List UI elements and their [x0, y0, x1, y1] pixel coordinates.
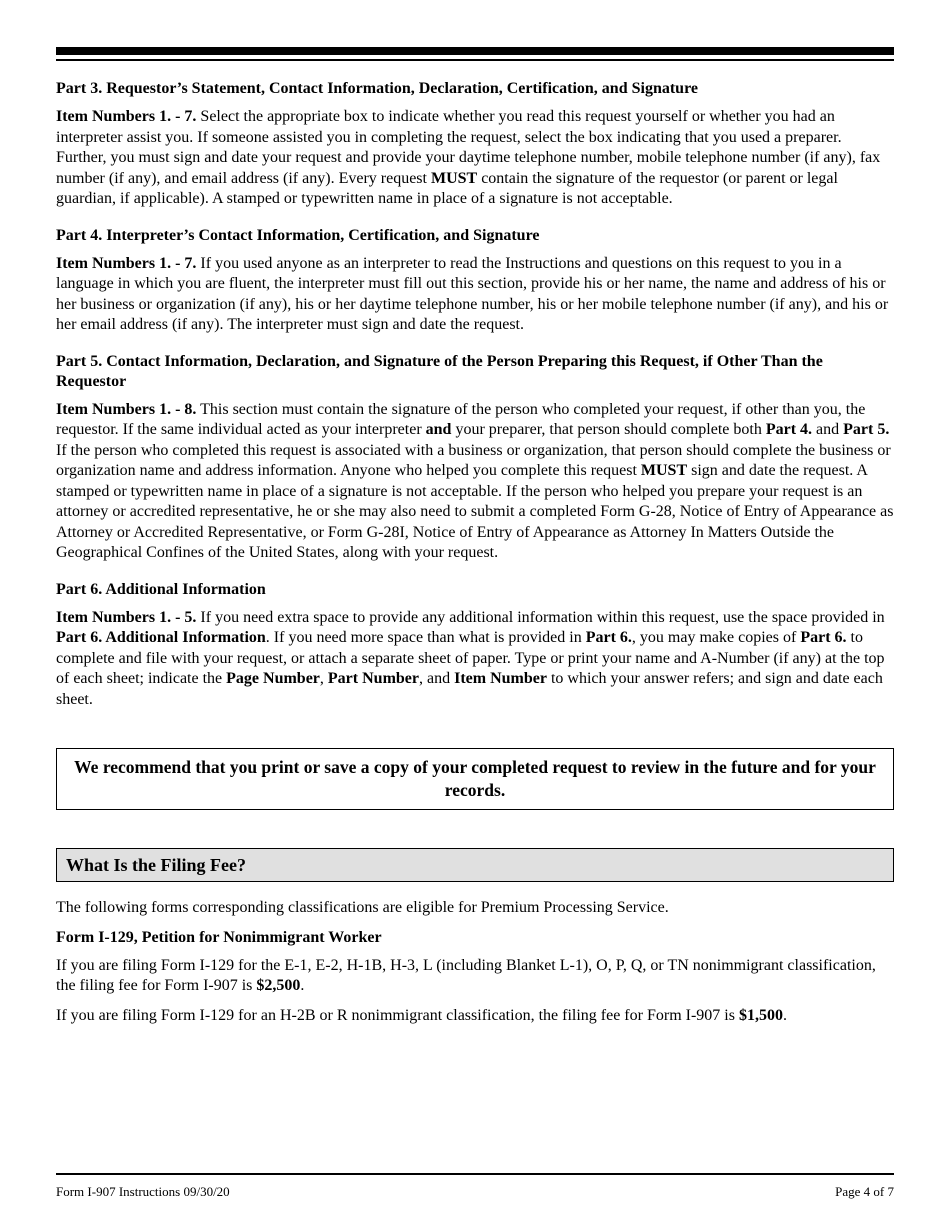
- part4-heading: Part 4. Interpreter’s Contact Information, Certification, and Signature: [56, 226, 540, 244]
- fee-amount-2: $1,500: [738, 1006, 783, 1024]
- part6-paragraph: Item Numbers 1. - 5. If you need extra space to provide any additional information within this request, use the space provided in Part 6. Additional Information. If you need more space than what is provided in Part 6., you may make copies of Part 6. to complete and file with your request, or attach a separate sheet of paper. Type or print your name and A-Number (if any) at the top of each sheet; indicate the Page Number, Part Number, and Item Number to which your answer refers; and sign and date each sheet.: [56, 608, 885, 708]
- part4-paragraph: Item Numbers 1. - 7. If you used anyone as an interpreter to read the Instructions and questions on this request to you in a language in which you are fluent, the interpreter must fill out this section, provide his or her name, the name and address of his or her business or organization (if any), his or her daytime telephone number, his or her mobile telephone number (if any), and his or her email address (if any). The interpreter must sign and date the request.: [56, 254, 889, 333]
- part6-heading: Part 6. Additional Information: [56, 580, 266, 598]
- footer-rule: [56, 1173, 894, 1175]
- fee-paragraph-2: If you are filing Form I-129 for an H-2B or R nonimmigrant classification, the filing fee for Form I-907 is $1,500.: [56, 1006, 787, 1024]
- top-rule-thick: [56, 47, 894, 55]
- filing-fee-intro: The following forms corresponding classifications are eligible for Premium Processing Service.: [56, 899, 669, 916]
- part5-paragraph: Item Numbers 1. - 8. This section must contain the signature of the person who completed your request, if other than you, the requestor. If the same individual acted as your interpreter and your preparer, that person should complete both Part 4. and Part 5. If the person who completed this request is associated with a business or organization, that person should complete the business or organization name and address information. Anyone who helped you complete this request MUST sign and date the request. A stamped or typewritten name in place of a signature is not acceptable. If the person who helped you prepare your request is an attorney or accredited representative, he or she may also need to submit a completed Form G-28, Notice of Entry of Appearance as Attorney or Accredited Representative, or Form G-28I, Notice of Entry of Appearance as Attorney In Matters Outside the Geographical Confines of the United States, along with your request.: [56, 400, 894, 561]
- part3-paragraph: Item Numbers 1. - 7. Select the appropriate box to indicate whether you read this request yourself or whether you had an interpreter assist you. If someone assisted you in completing the request, select the box indicating that you used a preparer. Further, you must sign and date your request and provide your daytime telephone number, mobile telephone number (if any), fax number (if any), and email address (if any). Every request MUST contain the signature of the requestor (or parent or legal guardian, if applicable). A stamped or typewritten name in place of a signature is not acceptable.: [56, 108, 881, 207]
- part3-heading: Part 3. Requestor’s Statement, Contact Information, Declaration, Certification, and Signature: [56, 80, 698, 97]
- recommendation-callout: We recommend that you print or save a copy of your completed request to review in the future and for your records.: [56, 748, 894, 810]
- footer-page-number: Page 4 of 7: [835, 1184, 894, 1199]
- part4-item-label: Item Numbers 1. - 7.: [56, 254, 197, 272]
- fee-amount-1: $2,500: [256, 977, 301, 994]
- part3-item-label: Item Numbers 1. - 7.: [56, 108, 197, 125]
- top-rule-thin: [56, 59, 894, 61]
- fee-paragraph-1: If you are filing Form I-129 for the E-1, E-2, H-1B, H-3, L (including Blanket L-1), O, P, Q, or TN nonimmigrant classification, the filing fee for Form I-907 is $2,500.: [56, 956, 876, 994]
- part5-item-label: Item Numbers 1. - 8.: [56, 400, 197, 418]
- footer-form-id: Form I-907 Instructions 09/30/20: [56, 1184, 230, 1199]
- part5-heading: Part 5. Contact Information, Declaration, and Signature of the Person Preparing this Request, if Other Than the Requestor: [56, 352, 823, 390]
- filing-fee-heading: What Is the Filing Fee?: [56, 848, 894, 882]
- part6-item-label: Item Numbers 1. - 5.: [56, 608, 197, 626]
- form-i129-heading: Form I-129, Petition for Nonimmigrant Worker: [56, 928, 382, 946]
- document-body: [56, 79, 894, 1042]
